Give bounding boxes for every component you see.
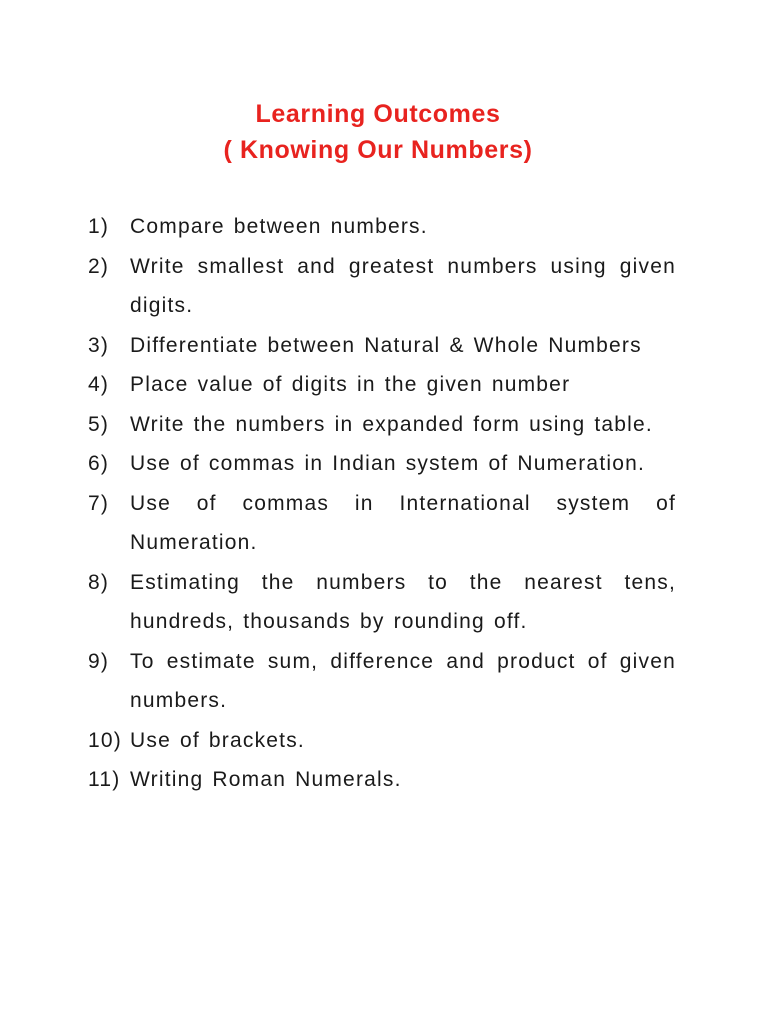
- list-item: [88, 405, 676, 445]
- item-text: Use of commas in International system of Numeration.: [130, 491, 676, 554]
- item-text: Use of commas in Indian system of Numeration.: [130, 452, 646, 475]
- item-number: 5): [88, 412, 110, 436]
- list-item: [88, 444, 676, 484]
- list-item: [88, 563, 676, 642]
- item-number: 10): [88, 728, 122, 752]
- item-text: Write the numbers in expanded form using table.: [130, 412, 653, 436]
- title-line-2: ( Knowing Our Numbers): [223, 136, 533, 164]
- item-text: Use of brackets.: [130, 728, 305, 752]
- list-item: [88, 247, 676, 326]
- list-item: [88, 207, 676, 247]
- item-text: Differentiate between Natural & Whole Numbers: [130, 333, 642, 357]
- page-title: [0, 96, 756, 168]
- list-item: [88, 326, 676, 366]
- list-item: [88, 642, 676, 721]
- title-line-1: Learning Outcomes: [255, 100, 501, 128]
- item-text: Writing Roman Numerals.: [130, 768, 402, 791]
- item-number: 1): [88, 215, 110, 238]
- item-text: Estimating the numbers to the nearest tens, hundreds, thousands by rounding off.: [130, 570, 676, 633]
- item-number: 11): [88, 768, 121, 791]
- item-number: 9): [88, 649, 110, 673]
- list-item: [88, 484, 676, 563]
- item-text: Write smallest and greatest numbers using given digits.: [130, 254, 676, 317]
- item-number: 4): [88, 373, 110, 396]
- item-number: 6): [88, 452, 110, 475]
- item-number: 7): [88, 491, 110, 515]
- list-item: [88, 365, 676, 405]
- list-item: [88, 760, 676, 800]
- item-text: To estimate sum, difference and product of given numbers.: [130, 649, 676, 712]
- outcomes-list: [88, 207, 676, 800]
- list-item: [88, 721, 676, 761]
- item-number: 8): [88, 570, 110, 594]
- item-text: Place value of digits in the given number: [130, 373, 571, 396]
- item-number: 3): [88, 333, 110, 357]
- item-text: Compare between numbers.: [130, 215, 428, 238]
- item-number: 2): [88, 254, 110, 278]
